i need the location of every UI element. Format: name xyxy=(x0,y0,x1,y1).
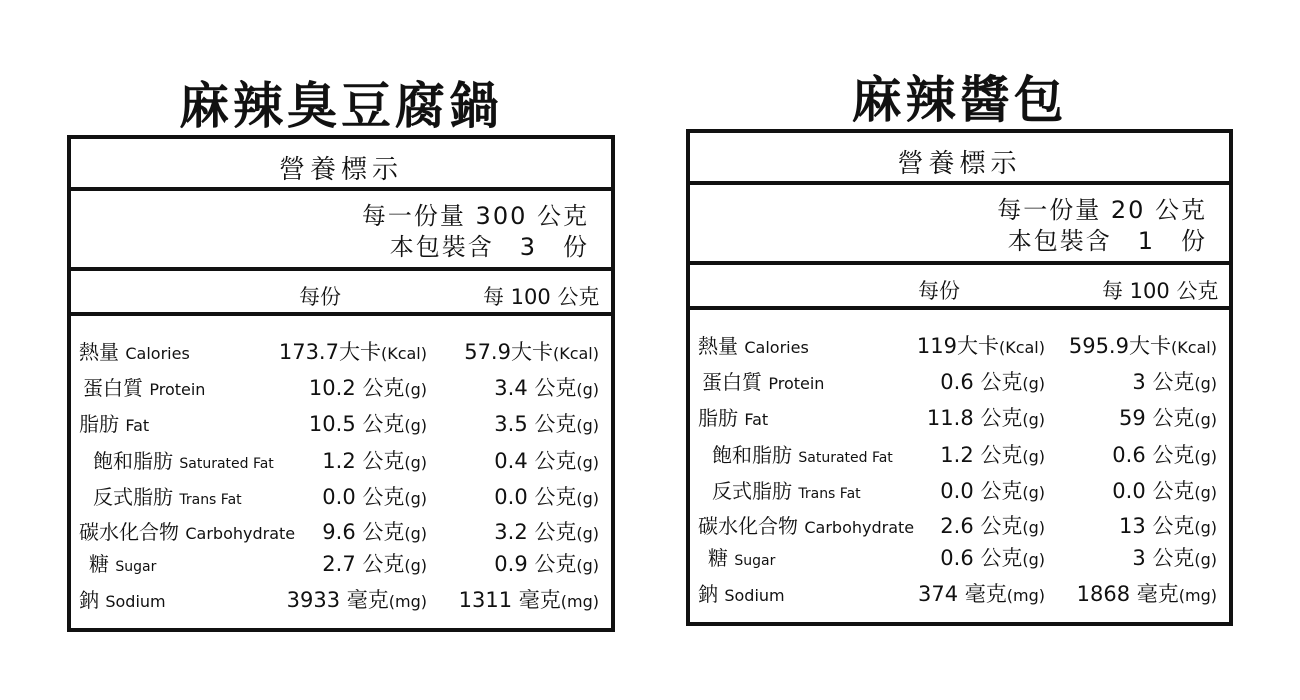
nutrient-name xyxy=(708,541,775,578)
value-per-serving-amount: 119大卡 xyxy=(916,334,999,358)
value-per-serving xyxy=(917,329,1045,365)
nutrition-table xyxy=(67,135,615,632)
value-per-100g-amount: 0.6 公克 xyxy=(1112,443,1195,467)
value-per-100g xyxy=(464,335,599,371)
value-per-serving xyxy=(940,438,1045,474)
nutrient-name-en: Protein xyxy=(149,380,206,399)
nutrient-row xyxy=(690,577,1229,611)
nutrient-name xyxy=(702,365,824,401)
product-title: 麻辣臭豆腐鍋 xyxy=(179,77,503,135)
nutrition-table xyxy=(686,129,1233,626)
value-per-serving-unit: (g) xyxy=(1022,410,1045,429)
value-per-100g-unit: (g) xyxy=(576,556,599,575)
nutrient-row xyxy=(690,509,1229,543)
nutrient-row xyxy=(71,515,611,549)
value-per-100g xyxy=(1112,474,1217,510)
value-per-serving xyxy=(322,480,427,516)
value-per-serving-amount: 0.6 公克 xyxy=(940,370,1023,394)
value-per-100g-amount: 59 公克 xyxy=(1118,406,1195,430)
value-per-serving-amount: 1.2 公克 xyxy=(322,449,405,473)
value-per-serving-amount: 173.7大卡 xyxy=(278,340,381,364)
value-per-serving-unit: (Kcal) xyxy=(998,338,1045,357)
value-per-serving-amount: 374 毫克 xyxy=(918,582,1007,606)
nutrient-row xyxy=(71,444,611,478)
value-per-100g-amount: 3 公克 xyxy=(1132,370,1195,394)
value-per-serving xyxy=(927,401,1045,437)
nutrient-row xyxy=(690,365,1229,399)
nutrient-name xyxy=(698,401,768,437)
value-per-serving-unit: (g) xyxy=(404,453,427,472)
nutrient-name xyxy=(79,407,149,443)
servings-per-pack: 本包裝含 1 份 xyxy=(1007,227,1207,255)
value-per-serving xyxy=(940,509,1045,545)
value-per-100g xyxy=(494,480,599,516)
nutrient-name-en: Sodium xyxy=(105,592,166,611)
nutrient-name-en: Sodium xyxy=(724,586,785,605)
nutrient-row xyxy=(71,480,611,514)
nutrient-name-en: Trans Fat xyxy=(179,492,242,508)
nutrient-name-en: Carbohydrate xyxy=(185,524,296,543)
value-per-100g-amount: 1311 毫克 xyxy=(458,588,561,612)
divider xyxy=(71,312,611,316)
nutrient-name xyxy=(79,335,190,371)
nutrient-row xyxy=(71,547,611,581)
value-per-100g-unit: (g) xyxy=(1194,550,1217,569)
divider xyxy=(690,181,1229,185)
value-per-serving-amount: 1.2 公克 xyxy=(940,443,1023,467)
value-per-serving xyxy=(918,577,1045,613)
nutrient-name-en: Carbohydrate xyxy=(804,518,915,537)
value-per-100g-unit: (g) xyxy=(1194,410,1217,429)
nutrient-name xyxy=(83,371,205,407)
value-per-100g xyxy=(494,515,599,551)
nutrition-header: 營養標示 xyxy=(278,155,403,185)
column-header-per-100g: 每 100 公克 xyxy=(483,285,600,309)
nutrient-name-zh: 脂肪 xyxy=(79,412,119,436)
value-per-100g-amount: 0.0 公克 xyxy=(1112,479,1195,503)
nutrient-name-zh: 鈉 xyxy=(698,582,718,606)
nutrient-row xyxy=(71,583,611,617)
nutrient-name-zh: 蛋白質 xyxy=(83,376,143,400)
nutrient-name xyxy=(712,438,893,475)
nutrient-name-en: Saturated Fat xyxy=(798,450,893,466)
nutrient-row xyxy=(690,401,1229,435)
value-per-100g xyxy=(1119,401,1217,437)
value-per-100g-unit: (g) xyxy=(576,453,599,472)
value-per-100g xyxy=(459,583,599,619)
nutrient-row xyxy=(690,541,1229,575)
value-per-serving-unit: (g) xyxy=(404,489,427,508)
value-per-100g xyxy=(1119,509,1217,545)
value-per-100g xyxy=(1112,438,1217,474)
column-header-per-serving: 每份 xyxy=(299,285,341,309)
value-per-100g xyxy=(1132,541,1217,577)
value-per-100g xyxy=(494,371,599,407)
nutrient-name-zh: 飽和脂肪 xyxy=(93,449,173,473)
nutrient-name xyxy=(93,444,274,481)
divider xyxy=(690,261,1229,265)
nutrient-name-en: Trans Fat xyxy=(798,486,861,502)
serving-size: 每一份量 20 公克 xyxy=(997,196,1207,224)
value-per-100g-amount: 3.2 公克 xyxy=(494,520,577,544)
nutrient-name xyxy=(93,480,242,517)
nutrient-name-en: Sugar xyxy=(734,553,776,569)
value-per-100g-amount: 0.9 公克 xyxy=(494,552,577,576)
nutrient-name-en: Fat xyxy=(744,410,769,429)
nutrient-name-zh: 碳水化合物 xyxy=(698,514,798,538)
value-per-serving-amount: 2.7 公克 xyxy=(322,552,405,576)
value-per-serving xyxy=(279,335,427,371)
serving-size: 每一份量 300 公克 xyxy=(361,202,589,230)
value-per-100g-unit: (g) xyxy=(1194,447,1217,466)
value-per-100g-unit: (mg) xyxy=(560,592,599,611)
nutrient-row xyxy=(690,474,1229,508)
nutrient-row xyxy=(71,407,611,441)
value-per-100g-unit: (Kcal) xyxy=(1170,338,1217,357)
value-per-100g-amount: 57.9大卡 xyxy=(464,340,553,364)
nutrient-name xyxy=(698,329,809,365)
nutrient-row xyxy=(690,438,1229,472)
value-per-100g-unit: (g) xyxy=(576,380,599,399)
value-per-serving-unit: (g) xyxy=(404,416,427,435)
value-per-serving-unit: (mg) xyxy=(1006,586,1045,605)
value-per-serving-amount: 3933 毫克 xyxy=(286,588,389,612)
value-per-serving-unit: (g) xyxy=(1022,550,1045,569)
divider xyxy=(71,187,611,191)
value-per-serving xyxy=(309,407,427,443)
nutrient-name-zh: 碳水化合物 xyxy=(79,520,179,544)
nutrient-name-zh: 反式脂肪 xyxy=(712,479,792,503)
value-per-serving-unit: (g) xyxy=(1022,447,1045,466)
nutrient-row xyxy=(71,335,611,369)
nutrient-name-en: Calories xyxy=(125,344,190,363)
divider xyxy=(71,267,611,271)
value-per-100g-amount: 3.4 公克 xyxy=(494,376,577,400)
nutrient-name-zh: 熱量 xyxy=(698,334,738,358)
value-per-serving xyxy=(322,444,427,480)
nutrient-row xyxy=(71,371,611,405)
value-per-100g-unit: (g) xyxy=(576,524,599,543)
value-per-serving-amount: 11.8 公克 xyxy=(926,406,1023,430)
nutrient-name-zh: 蛋白質 xyxy=(702,370,762,394)
nutrient-name-en: Protein xyxy=(768,374,825,393)
value-per-serving xyxy=(309,371,427,407)
value-per-100g xyxy=(494,444,599,480)
nutrient-name xyxy=(89,547,156,584)
value-per-serving-amount: 9.6 公克 xyxy=(322,520,405,544)
nutrient-name-zh: 飽和脂肪 xyxy=(712,443,792,467)
value-per-100g xyxy=(494,407,599,443)
nutrient-name xyxy=(698,509,914,545)
value-per-serving xyxy=(940,365,1045,401)
value-per-serving-unit: (g) xyxy=(1022,518,1045,537)
nutrient-name-en: Sugar xyxy=(115,559,157,575)
value-per-100g-amount: 13 公克 xyxy=(1118,514,1195,538)
value-per-100g xyxy=(1132,365,1217,401)
nutrient-name-zh: 反式脂肪 xyxy=(93,485,173,509)
value-per-100g-amount: 3.5 公克 xyxy=(494,412,577,436)
column-header-per-serving: 每份 xyxy=(918,279,960,303)
value-per-100g-amount: 3 公克 xyxy=(1132,546,1195,570)
nutrient-name-zh: 糖 xyxy=(708,546,728,570)
value-per-serving-amount: 0.0 公克 xyxy=(940,479,1023,503)
value-per-100g xyxy=(1069,329,1217,365)
value-per-serving-unit: (g) xyxy=(1022,483,1045,502)
value-per-100g-unit: (mg) xyxy=(1178,586,1217,605)
value-per-serving-amount: 0.6 公克 xyxy=(940,546,1023,570)
value-per-100g-amount: 0.0 公克 xyxy=(494,485,577,509)
value-per-serving xyxy=(940,541,1045,577)
value-per-100g-unit: (g) xyxy=(576,416,599,435)
nutrition-header: 營養標示 xyxy=(897,149,1022,179)
nutrient-name-zh: 熱量 xyxy=(79,340,119,364)
value-per-serving xyxy=(322,547,427,583)
nutrient-name xyxy=(712,474,861,511)
nutrient-name-zh: 糖 xyxy=(89,552,109,576)
value-per-serving-amount: 2.6 公克 xyxy=(940,514,1023,538)
value-per-100g-unit: (g) xyxy=(1194,374,1217,393)
value-per-100g-amount: 595.9大卡 xyxy=(1068,334,1171,358)
product-title: 麻辣醬包 xyxy=(851,71,1068,129)
nutrient-name xyxy=(79,583,166,619)
nutrient-name xyxy=(698,577,785,613)
value-per-serving-unit: (g) xyxy=(404,524,427,543)
value-per-100g xyxy=(1077,577,1217,613)
value-per-100g-unit: (g) xyxy=(576,489,599,508)
servings-per-pack: 本包裝含 3 份 xyxy=(389,233,589,261)
value-per-serving xyxy=(322,515,427,551)
value-per-serving xyxy=(940,474,1045,510)
value-per-100g-amount: 1868 毫克 xyxy=(1076,582,1179,606)
value-per-serving-unit: (g) xyxy=(404,380,427,399)
divider xyxy=(690,306,1229,310)
value-per-100g-amount: 0.4 公克 xyxy=(494,449,577,473)
column-header-per-100g: 每 100 公克 xyxy=(1102,279,1219,303)
value-per-serving-amount: 0.0 公克 xyxy=(322,485,405,509)
nutrient-name-en: Saturated Fat xyxy=(179,456,274,472)
nutrient-name-en: Fat xyxy=(125,416,150,435)
value-per-serving-amount: 10.5 公克 xyxy=(308,412,405,436)
nutrient-name xyxy=(79,515,295,551)
value-per-100g-unit: (g) xyxy=(1194,483,1217,502)
value-per-serving xyxy=(287,583,427,619)
value-per-serving-unit: (g) xyxy=(404,556,427,575)
value-per-serving-unit: (Kcal) xyxy=(380,344,427,363)
value-per-100g-unit: (Kcal) xyxy=(552,344,599,363)
nutrient-name-zh: 鈉 xyxy=(79,588,99,612)
value-per-serving-unit: (g) xyxy=(1022,374,1045,393)
value-per-serving-amount: 10.2 公克 xyxy=(308,376,405,400)
value-per-serving-unit: (mg) xyxy=(388,592,427,611)
nutrient-name-en: Calories xyxy=(744,338,809,357)
value-per-100g xyxy=(494,547,599,583)
nutrient-row xyxy=(690,329,1229,363)
value-per-100g-unit: (g) xyxy=(1194,518,1217,537)
nutrient-name-zh: 脂肪 xyxy=(698,406,738,430)
